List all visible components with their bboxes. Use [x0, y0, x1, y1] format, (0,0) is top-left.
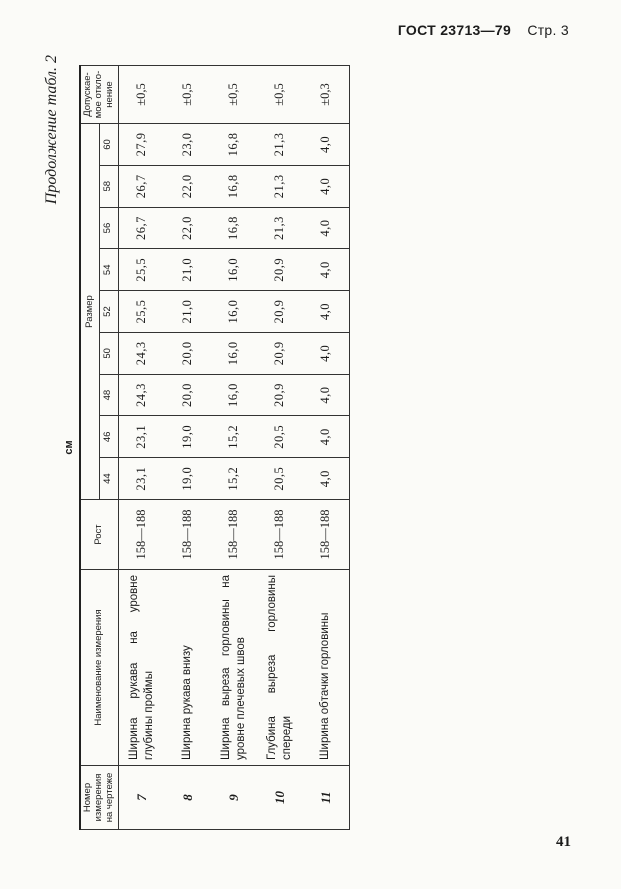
row-value: 24,3 [118, 374, 165, 416]
rotated-table-block [43, 55, 569, 830]
row-tolerance: ±0,5 [211, 66, 257, 124]
row-height: 158—188 [257, 500, 303, 570]
row-value: 23,1 [118, 458, 165, 500]
col-header-size-group: Размер [80, 124, 99, 500]
page-number: 41 [556, 834, 571, 850]
table-row [118, 66, 165, 830]
row-value: 25,5 [118, 291, 165, 333]
row-value: 16,0 [211, 249, 257, 291]
table-row [165, 66, 211, 830]
row-value: 20,9 [257, 249, 303, 291]
row-value: 21,3 [257, 165, 303, 207]
row-number: 10 [257, 766, 303, 830]
size-header: 44 [99, 458, 118, 500]
row-value: 16,0 [211, 374, 257, 416]
col-header-name: Наименование измерения [80, 570, 118, 766]
row-value: 20,0 [165, 332, 211, 374]
row-value: 4,0 [303, 207, 350, 249]
row-value: 16,8 [211, 165, 257, 207]
row-value: 22,0 [165, 165, 211, 207]
row-value: 16,0 [211, 332, 257, 374]
row-value: 4,0 [303, 249, 350, 291]
row-value: 21,0 [165, 291, 211, 333]
row-value: 20,9 [257, 332, 303, 374]
row-value: 24,3 [118, 332, 165, 374]
row-value: 4,0 [303, 165, 350, 207]
page-header [398, 22, 569, 38]
row-value: 15,2 [211, 416, 257, 458]
row-value: 4,0 [303, 458, 350, 500]
row-tolerance: ±0,5 [165, 66, 211, 124]
row-value: 27,9 [118, 124, 165, 166]
row-tolerance: ±0,5 [257, 66, 303, 124]
row-value: 20,9 [257, 291, 303, 333]
row-value: 21,3 [257, 207, 303, 249]
table-row [211, 66, 257, 830]
size-header: 52 [99, 291, 118, 333]
table-row [257, 66, 303, 830]
row-value: 23,0 [165, 124, 211, 166]
row-value: 19,0 [165, 416, 211, 458]
unit-label: см [63, 440, 75, 455]
row-number: 7 [118, 766, 165, 830]
row-number: 8 [165, 766, 211, 830]
row-value: 4,0 [303, 124, 350, 166]
row-value: 15,2 [211, 458, 257, 500]
row-value: 23,1 [118, 416, 165, 458]
row-value: 20,0 [165, 374, 211, 416]
row-value: 16,8 [211, 124, 257, 166]
row-value: 20,5 [257, 416, 303, 458]
row-value: 16,0 [211, 291, 257, 333]
measurements-table [79, 65, 350, 830]
row-value: 4,0 [303, 291, 350, 333]
row-value: 26,7 [118, 207, 165, 249]
row-height: 158—188 [118, 500, 165, 570]
table-row [303, 66, 350, 830]
row-value: 26,7 [118, 165, 165, 207]
row-value: 20,5 [257, 458, 303, 500]
row-height: 158—188 [211, 500, 257, 570]
row-value: 16,8 [211, 207, 257, 249]
row-height: 158—188 [165, 500, 211, 570]
row-value: 22,0 [165, 207, 211, 249]
size-header: 48 [99, 374, 118, 416]
row-value: 21,3 [257, 124, 303, 166]
row-value: 4,0 [303, 332, 350, 374]
table-caption: Продолжение табл. 2 [43, 55, 60, 205]
size-header: 56 [99, 207, 118, 249]
row-tolerance: ±0,5 [118, 66, 165, 124]
col-header-tolerance: Допускаемое отклонение [80, 66, 118, 124]
row-name: Ширина обтачки горловины [303, 570, 350, 766]
col-header-height: Рост [80, 500, 118, 570]
row-name: Ширина выреза горловины на уровне плечевых швов [211, 570, 257, 766]
size-header: 54 [99, 249, 118, 291]
size-header: 58 [99, 165, 118, 207]
col-header-number: Номер измерения на чертеже [80, 766, 118, 830]
row-value: 4,0 [303, 374, 350, 416]
size-header: 46 [99, 416, 118, 458]
row-value: 21,0 [165, 249, 211, 291]
row-tolerance: ±0,3 [303, 66, 350, 124]
page-label: Стр. 3 [527, 22, 569, 38]
row-height: 158—188 [303, 500, 350, 570]
size-header: 50 [99, 332, 118, 374]
row-name: Глубина выреза горловины спереди [257, 570, 303, 766]
row-value: 19,0 [165, 458, 211, 500]
row-name: Ширина рукава внизу [165, 570, 211, 766]
row-number: 11 [303, 766, 350, 830]
row-value: 25,5 [118, 249, 165, 291]
row-number: 9 [211, 766, 257, 830]
row-value: 20,9 [257, 374, 303, 416]
row-name: Ширина рукава на уровне глубины проймы [118, 570, 165, 766]
standard-code: ГОСТ 23713—79 [397, 22, 512, 38]
row-value: 4,0 [303, 416, 350, 458]
size-header: 60 [99, 124, 118, 166]
